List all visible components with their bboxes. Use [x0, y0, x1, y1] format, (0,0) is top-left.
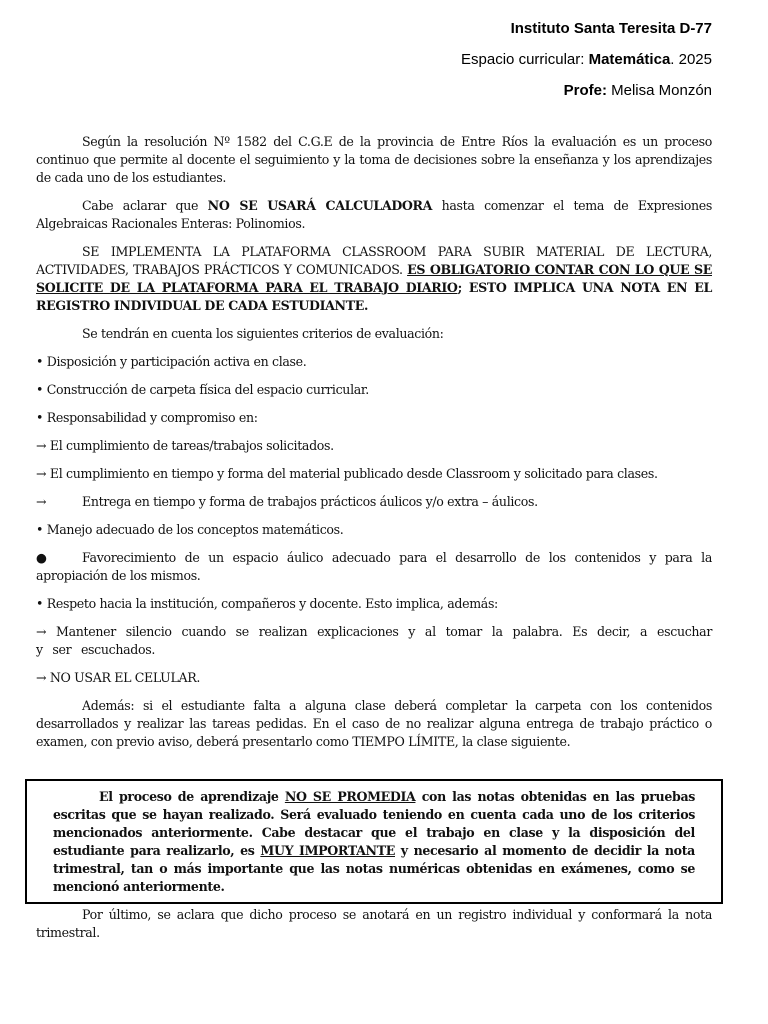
bullet-marker: ● [36, 550, 47, 565]
criterion-item: • Respeto hacia la institución, compañeros y docente. Esto implica, además: [36, 596, 498, 611]
calculator-text-before: Cabe aclarar que [82, 198, 208, 213]
criterion-subitem: → Mantener silencio cuando se realizan explicaciones y al tomar la palabra. Es decir, a escuchar y ser escuchados. [36, 624, 712, 657]
classroom-obligation: ES OBLIGATORIO CONTAR CON LO QUE SE SOLICITE DE LA PLATAFORMA PARA EL TRABAJO DIARIO [36, 262, 712, 295]
classroom-text: SE IMPLEMENTA LA PLATAFORMA CLASSROOM PARA SUBIR MATERIAL DE LECTURA, ACTIVIDADES, TRABAJOS PRÁCTICOS Y COMUNICADOS. [36, 244, 712, 277]
teacher-label: Profe: [563, 82, 607, 99]
highlight-text: y necesario al momento de decidir la nota trimestral, tan o más importante que las notas numéricas obtenidas en exámenes, como se mencionó anteriormente. [53, 843, 695, 894]
calculator-text-after: hasta comenzar el tema de Expresiones Algebraicas Racionales Enteras: Polinomios. [36, 198, 712, 231]
closing-paragraph: Por último, se aclara que dicho proceso se anotará en un registro individual y conformará la nota trimestral. [36, 907, 712, 940]
teacher-name: Melisa Monzón [606, 82, 712, 99]
document-header [152, 13, 712, 106]
criterion-item [36, 549, 712, 585]
highlight-muy-importante: MUY IMPORTANTE [260, 843, 395, 858]
criterion-item: • Construcción de carpeta física del espacio curricular. [36, 382, 369, 397]
classroom-paragraph [36, 243, 712, 315]
criterion-item: • Disposición y participación activa en clase. [36, 354, 307, 369]
criterion-item-text: Favorecimiento de un espacio áulico adecuado para el desarrollo de los contenidos y para la apropiación de los mismos. [36, 550, 712, 583]
criteria-intro: Se tendrán en cuenta los siguientes criterios de evaluación: [82, 326, 444, 341]
subject-prefix: Espacio curricular: [461, 51, 589, 68]
highlight-paragraph [53, 788, 695, 896]
teacher-line [152, 75, 712, 106]
criterion-item: • Responsabilidad y compromiso en: [36, 410, 258, 425]
calculator-bold: NO SE USARÁ CALCULADORA [207, 198, 433, 213]
criterion-subitem [36, 493, 712, 511]
highlight-text: con las notas obtenidas en las pruebas escritas que se hayan realizado. Será evaluado teniendo en cuenta cada uno de los criterios mencionados anteriormente. Cabe destacar que el trabajo en clase y la disposición del estudiante para realizarlo, es [53, 789, 695, 858]
criterion-subitem-text: Entrega en tiempo y forma de trabajos prácticos áulicos y/o extra – áulicos. [82, 494, 538, 509]
school-name: Instituto Santa Teresita D-77 [510, 20, 712, 37]
criterion-subitem: → NO USAR EL CELULAR. [36, 670, 200, 685]
classroom-note: ; ESTO IMPLICA UNA NOTA EN EL REGISTRO INDIVIDUAL DE CADA ESTUDIANTE. [36, 280, 712, 313]
arrow-marker: → [36, 494, 47, 509]
criterion-subitem: → El cumplimiento en tiempo y forma del material publicado desde Classroom y solicitado para clases. [36, 466, 658, 481]
subject-name: Matemática [588, 51, 671, 68]
subject-year: . 2025 [670, 51, 712, 68]
intro-paragraph: Según la resolución Nº 1582 del C.G.E de la provincia de Entre Ríos la evaluación es un proceso continuo que permite al docente el seguimiento y la toma de decisiones sobre la enseñanza y los aprendizajes de cada uno de los estudiantes. [36, 134, 712, 185]
highlight-no-promedia: NO SE PROMEDIA [284, 789, 416, 804]
calculator-paragraph [36, 197, 712, 233]
criterion-item: • Manejo adecuado de los conceptos matemáticos. [36, 522, 344, 537]
highlight-text: El proceso de aprendizaje [99, 789, 285, 804]
highlight-box [25, 779, 723, 904]
criterion-subitem: → El cumplimiento de tareas/trabajos solicitados. [36, 438, 334, 453]
subject-line [152, 44, 712, 75]
absence-paragraph: Además: si el estudiante falta a alguna clase deberá completar la carpeta con los contenidos desarrollados y realizar las tareas pedidas. En el caso de no realizar alguna entrega de trabajo práctico o examen, con previo aviso, deberá presentarlo como TIEMPO LÍMITE, la clase siguiente. [36, 698, 712, 749]
document-body [36, 133, 712, 952]
